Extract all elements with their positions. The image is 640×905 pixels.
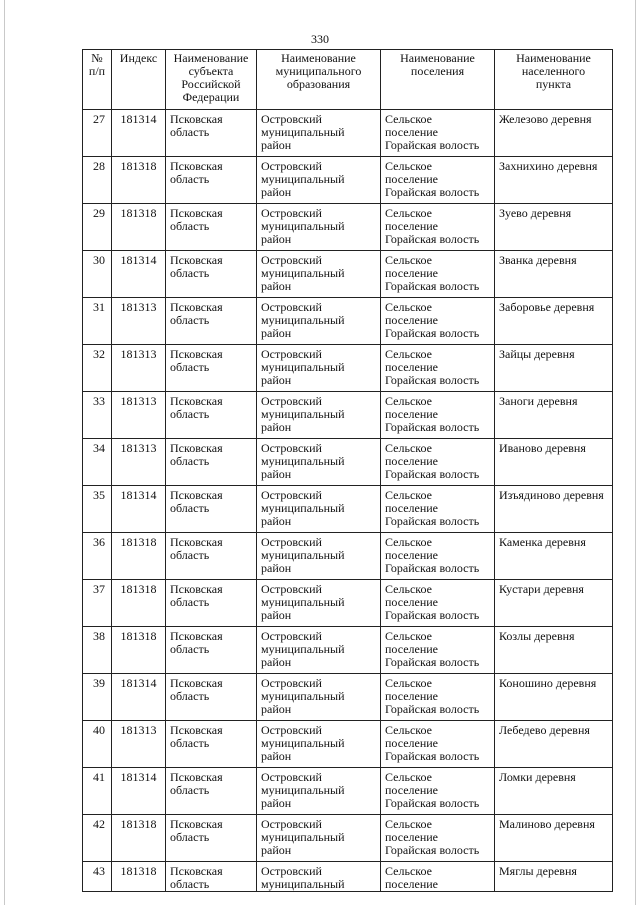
cell-line: Сельское (385, 112, 432, 126)
cell-line: область (170, 877, 210, 891)
cell-subject (166, 627, 257, 674)
cell-subject (166, 298, 257, 345)
cell-line: поселение (385, 454, 439, 468)
cell-line: муниципальный (261, 360, 345, 374)
cell-number: 41 (83, 768, 112, 815)
cell-line: Псковская (170, 770, 223, 784)
table-row (83, 674, 613, 721)
cell-line: Сельское (385, 347, 432, 361)
cell-line: Горайская волость (385, 279, 480, 293)
cell-line: муниципального (275, 64, 362, 78)
cell-subject (166, 110, 257, 157)
cell-line: область (170, 783, 210, 797)
cell-line: поселение (385, 877, 439, 891)
cell-locality: Захнихино деревня (495, 157, 613, 204)
cell-index: 181318 (112, 157, 166, 204)
cell-line: пункта (535, 77, 572, 91)
cell-line: поселение (385, 736, 439, 750)
cell-settlement (381, 721, 495, 768)
cell-line: поселение (385, 830, 439, 844)
cell-line: населенного (521, 64, 586, 78)
cell-line: Горайская волость (385, 326, 480, 340)
cell-number: 33 (83, 392, 112, 439)
cell-settlement (381, 486, 495, 533)
cell-line: Горайская волость (385, 467, 480, 481)
table-header (83, 50, 613, 110)
cell-line: Сельское (385, 817, 432, 831)
cell-line: область (170, 642, 210, 656)
cell-locality: Малиново деревня (495, 815, 613, 862)
cell-line: Псковская (170, 441, 223, 455)
cell-line: п/п (88, 64, 106, 78)
cell-line: район (261, 420, 292, 434)
cell-number: 32 (83, 345, 112, 392)
cell-municipality (257, 251, 381, 298)
cell-line: Сельское (385, 488, 432, 502)
cell-number: 34 (83, 439, 112, 486)
cell-line: Индекс (119, 51, 158, 65)
cell-subject (166, 768, 257, 815)
cell-line: область (170, 830, 210, 844)
cell-line: Горайская волость (385, 561, 480, 575)
cell-settlement (381, 768, 495, 815)
table-row (83, 768, 613, 815)
cell-index: 181314 (112, 486, 166, 533)
cell-line: поселение (385, 313, 439, 327)
cell-locality: Иваново деревня (495, 439, 613, 486)
cell-line: Псковская (170, 159, 223, 173)
cell-locality: Званка деревня (495, 251, 613, 298)
cell-line: поселение (385, 595, 439, 609)
cell-municipality (257, 533, 381, 580)
cell-line: Горайская волость (385, 702, 480, 716)
cell-subject (166, 439, 257, 486)
cell-line: поселение (385, 689, 439, 703)
table-row (83, 439, 613, 486)
cell-line: Островский (261, 441, 322, 455)
cell-line: область (170, 454, 210, 468)
cell-index: 181314 (112, 674, 166, 721)
cell-number: 28 (83, 157, 112, 204)
cell-line: Сельское (385, 864, 432, 878)
cell-line: Псковская (170, 723, 223, 737)
cell-settlement (381, 157, 495, 204)
cell-settlement (381, 862, 495, 892)
cell-locality: Каменка деревня (495, 533, 613, 580)
cell-index: 181318 (112, 533, 166, 580)
cell-line: муниципальный (261, 595, 345, 609)
cell-settlement (381, 110, 495, 157)
cell-line: поселение (385, 266, 439, 280)
cell-line: Псковская (170, 535, 223, 549)
cell-index: 181318 (112, 204, 166, 251)
cell-line: Псковская (170, 394, 223, 408)
cell-index: 181318 (112, 862, 166, 892)
cell-settlement (381, 815, 495, 862)
cell-line: муниципальный (261, 689, 345, 703)
cell-index: 181313 (112, 721, 166, 768)
cell-settlement (381, 345, 495, 392)
cell-line: Островский (261, 817, 322, 831)
cell-locality: Коношино деревня (495, 674, 613, 721)
cell-line: Горайская волость (385, 420, 480, 434)
right-page-edge (635, 0, 636, 905)
cell-line: Сельское (385, 535, 432, 549)
cell-line: Островский (261, 488, 322, 502)
cell-line: поселение (385, 125, 439, 139)
cell-line: Российской (181, 77, 241, 91)
cell-line: район (261, 279, 292, 293)
cell-line: Островский (261, 159, 322, 173)
cell-line: Островский (261, 723, 322, 737)
cell-line: муниципальный (261, 407, 345, 421)
cell-line: муниципальный (261, 313, 345, 327)
cell-subject (166, 533, 257, 580)
cell-locality: Зайцы деревня (495, 345, 613, 392)
table-row (83, 533, 613, 580)
cell-line: район (261, 796, 292, 810)
table-row (83, 486, 613, 533)
cell-municipality (257, 815, 381, 862)
cell-line: муниципальный (261, 219, 345, 233)
cell-line: Наименование (173, 51, 249, 65)
cell-line: Сельское (385, 629, 432, 643)
header-row (83, 50, 613, 110)
cell-subject (166, 251, 257, 298)
cell-line: область (170, 548, 210, 562)
cell-subject (166, 674, 257, 721)
cell-line: Горайская волость (385, 232, 480, 246)
cell-line: Горайская волость (385, 608, 480, 622)
cell-line: район (261, 749, 292, 763)
cell-number: 37 (83, 580, 112, 627)
cell-line: область (170, 313, 210, 327)
cell-number: 36 (83, 533, 112, 580)
cell-locality: Железово деревня (495, 110, 613, 157)
table-row (83, 204, 613, 251)
cell-index: 181314 (112, 110, 166, 157)
cell-line: муниципальный (261, 501, 345, 515)
table-row (83, 110, 613, 157)
cell-number: 29 (83, 204, 112, 251)
cell-line: Сельское (385, 770, 432, 784)
cell-line: Горайская волость (385, 843, 480, 857)
cell-municipality (257, 110, 381, 157)
cell-line: поселение (385, 172, 439, 186)
cell-line: муниципальный (261, 266, 345, 280)
cell-line: Островский (261, 535, 322, 549)
cell-subject (166, 204, 257, 251)
cell-line: Наименование (516, 51, 591, 65)
cell-line: образования (286, 77, 351, 91)
cell-line: Федерации (182, 90, 240, 104)
cell-number: 39 (83, 674, 112, 721)
cell-index: 181313 (112, 298, 166, 345)
cell-line: Островский (261, 112, 322, 126)
cell-line: муниципальный (261, 783, 345, 797)
cell-line: область (170, 407, 210, 421)
cell-line: район (261, 608, 292, 622)
cell-locality: Ломки деревня (495, 768, 613, 815)
cell-line: Сельское (385, 441, 432, 455)
col-header-settlement (381, 50, 495, 110)
cell-line: Островский (261, 864, 322, 878)
cell-index: 181318 (112, 815, 166, 862)
cell-line: Горайская волость (385, 514, 480, 528)
cell-line: Островский (261, 676, 322, 690)
cell-municipality (257, 204, 381, 251)
cell-number: 42 (83, 815, 112, 862)
cell-line: Островский (261, 300, 322, 314)
cell-municipality (257, 486, 381, 533)
cell-line: Псковская (170, 676, 223, 690)
col-header-number (83, 50, 112, 110)
cell-index: 181314 (112, 251, 166, 298)
cell-line: Горайская волость (385, 749, 480, 763)
cell-municipality (257, 439, 381, 486)
cell-line: Псковская (170, 253, 223, 267)
cell-line: Горайская волость (385, 185, 480, 199)
cell-subject (166, 345, 257, 392)
cell-subject (166, 721, 257, 768)
cell-line: Сельское (385, 206, 432, 220)
cell-index: 181313 (112, 439, 166, 486)
cell-subject (166, 580, 257, 627)
cell-municipality (257, 157, 381, 204)
cell-municipality (257, 345, 381, 392)
cell-line: Наименование (400, 51, 475, 65)
cell-line: поселение (385, 642, 439, 656)
cell-line: Горайская волость (385, 138, 480, 152)
cell-line: Сельское (385, 253, 432, 267)
cell-settlement (381, 439, 495, 486)
cell-municipality (257, 627, 381, 674)
cell-line: район (261, 561, 292, 575)
table-row (83, 580, 613, 627)
table-row (83, 627, 613, 674)
cell-line: Псковская (170, 206, 223, 220)
cell-subject (166, 486, 257, 533)
cell-line: Островский (261, 347, 322, 361)
table-row (83, 251, 613, 298)
cell-line: Островский (261, 582, 322, 596)
cell-line: субъекта (188, 64, 234, 78)
table-row (83, 345, 613, 392)
cell-line: Горайская волость (385, 655, 480, 669)
cell-line: район (261, 702, 292, 716)
cell-index: 181318 (112, 580, 166, 627)
table-row (83, 815, 613, 862)
cell-line: муниципальный (261, 877, 345, 891)
cell-municipality (257, 862, 381, 892)
col-header-subject (166, 50, 257, 110)
cell-line: Сельское (385, 300, 432, 314)
cell-line: поселение (385, 219, 439, 233)
cell-line: Островский (261, 394, 322, 408)
cell-line: район (261, 185, 292, 199)
cell-line: Сельское (385, 159, 432, 173)
cell-municipality (257, 298, 381, 345)
cell-locality: Заноги деревня (495, 392, 613, 439)
cell-line: район (261, 138, 292, 152)
cell-index: 181314 (112, 768, 166, 815)
col-header-index (112, 50, 166, 110)
cell-number: 35 (83, 486, 112, 533)
cell-locality: Заборовье деревня (495, 298, 613, 345)
left-page-edge (4, 0, 5, 905)
cell-line: район (261, 373, 292, 387)
cell-line: Горайская волость (385, 796, 480, 810)
cell-line: Сельское (385, 582, 432, 596)
cell-line: № (91, 51, 103, 65)
cell-line: поселение (385, 407, 439, 421)
cell-settlement (381, 674, 495, 721)
cell-municipality (257, 392, 381, 439)
settlements-table (82, 49, 613, 892)
cell-locality: Лебедево деревня (495, 721, 613, 768)
cell-municipality (257, 768, 381, 815)
cell-index: 181318 (112, 627, 166, 674)
cell-line: область (170, 125, 210, 139)
cell-line: область (170, 219, 210, 233)
cell-line: область (170, 501, 210, 515)
cell-line: муниципальный (261, 454, 345, 468)
cell-line: область (170, 266, 210, 280)
cell-line: область (170, 172, 210, 186)
cell-line: Островский (261, 770, 322, 784)
cell-settlement (381, 627, 495, 674)
cell-line: район (261, 655, 292, 669)
table-row (83, 157, 613, 204)
cell-line: Островский (261, 629, 322, 643)
cell-line: Псковская (170, 300, 223, 314)
cell-settlement (381, 533, 495, 580)
cell-line: муниципальный (261, 548, 345, 562)
table-row (83, 392, 613, 439)
table-row (83, 721, 613, 768)
cell-line: муниципальный (261, 642, 345, 656)
cell-line: район (261, 514, 292, 528)
col-header-locality (495, 50, 613, 110)
cell-locality: Изъядиново деревня (495, 486, 613, 533)
cell-line: Псковская (170, 864, 223, 878)
cell-settlement (381, 580, 495, 627)
cell-line: поселения (410, 64, 465, 78)
cell-settlement (381, 298, 495, 345)
cell-line: область (170, 595, 210, 609)
col-header-municipality (257, 50, 381, 110)
cell-line: поселение (385, 548, 439, 562)
cell-line: Наименование (281, 51, 356, 65)
cell-subject (166, 862, 257, 892)
cell-locality: Козлы деревня (495, 627, 613, 674)
cell-line: Псковская (170, 112, 223, 126)
cell-line: Горайская волость (385, 373, 480, 387)
cell-line: поселение (385, 783, 439, 797)
cell-locality: Кустари деревня (495, 580, 613, 627)
cell-line: район (261, 843, 292, 857)
cell-line: поселение (385, 360, 439, 374)
cell-municipality (257, 674, 381, 721)
cell-line: Островский (261, 253, 322, 267)
cell-line: Островский (261, 206, 322, 220)
cell-line: Сельское (385, 723, 432, 737)
cell-line: район (261, 232, 292, 246)
cell-line: Псковская (170, 347, 223, 361)
cell-number: 31 (83, 298, 112, 345)
cell-locality: Мяглы деревня (495, 862, 613, 892)
cell-line: поселение (385, 501, 439, 515)
cell-number: 43 (83, 862, 112, 892)
cell-line: муниципальный (261, 736, 345, 750)
cell-line: Псковская (170, 817, 223, 831)
cell-number: 40 (83, 721, 112, 768)
cell-number: 30 (83, 251, 112, 298)
cell-line: район (261, 326, 292, 340)
cell-line: Сельское (385, 394, 432, 408)
table-row (83, 862, 613, 892)
cell-number: 27 (83, 110, 112, 157)
cell-line: Сельское (385, 676, 432, 690)
cell-number: 38 (83, 627, 112, 674)
cell-line: область (170, 360, 210, 374)
cell-subject (166, 392, 257, 439)
cell-subject (166, 815, 257, 862)
cell-subject (166, 157, 257, 204)
cell-line: Псковская (170, 488, 223, 502)
cell-municipality (257, 721, 381, 768)
cell-line: Псковская (170, 629, 223, 643)
cell-index: 181313 (112, 392, 166, 439)
cell-line: область (170, 689, 210, 703)
cell-settlement (381, 251, 495, 298)
cell-line: муниципальный (261, 830, 345, 844)
cell-line: область (170, 736, 210, 750)
cell-index: 181313 (112, 345, 166, 392)
cell-line: район (261, 467, 292, 481)
cell-line: Псковская (170, 582, 223, 596)
cell-line: муниципальный (261, 172, 345, 186)
cell-line: муниципальный (261, 125, 345, 139)
cell-locality: Зуево деревня (495, 204, 613, 251)
cell-settlement (381, 204, 495, 251)
cell-settlement (381, 392, 495, 439)
page-number: 330 (311, 32, 329, 46)
table-row (83, 298, 613, 345)
cell-municipality (257, 580, 381, 627)
table-body (83, 110, 613, 892)
